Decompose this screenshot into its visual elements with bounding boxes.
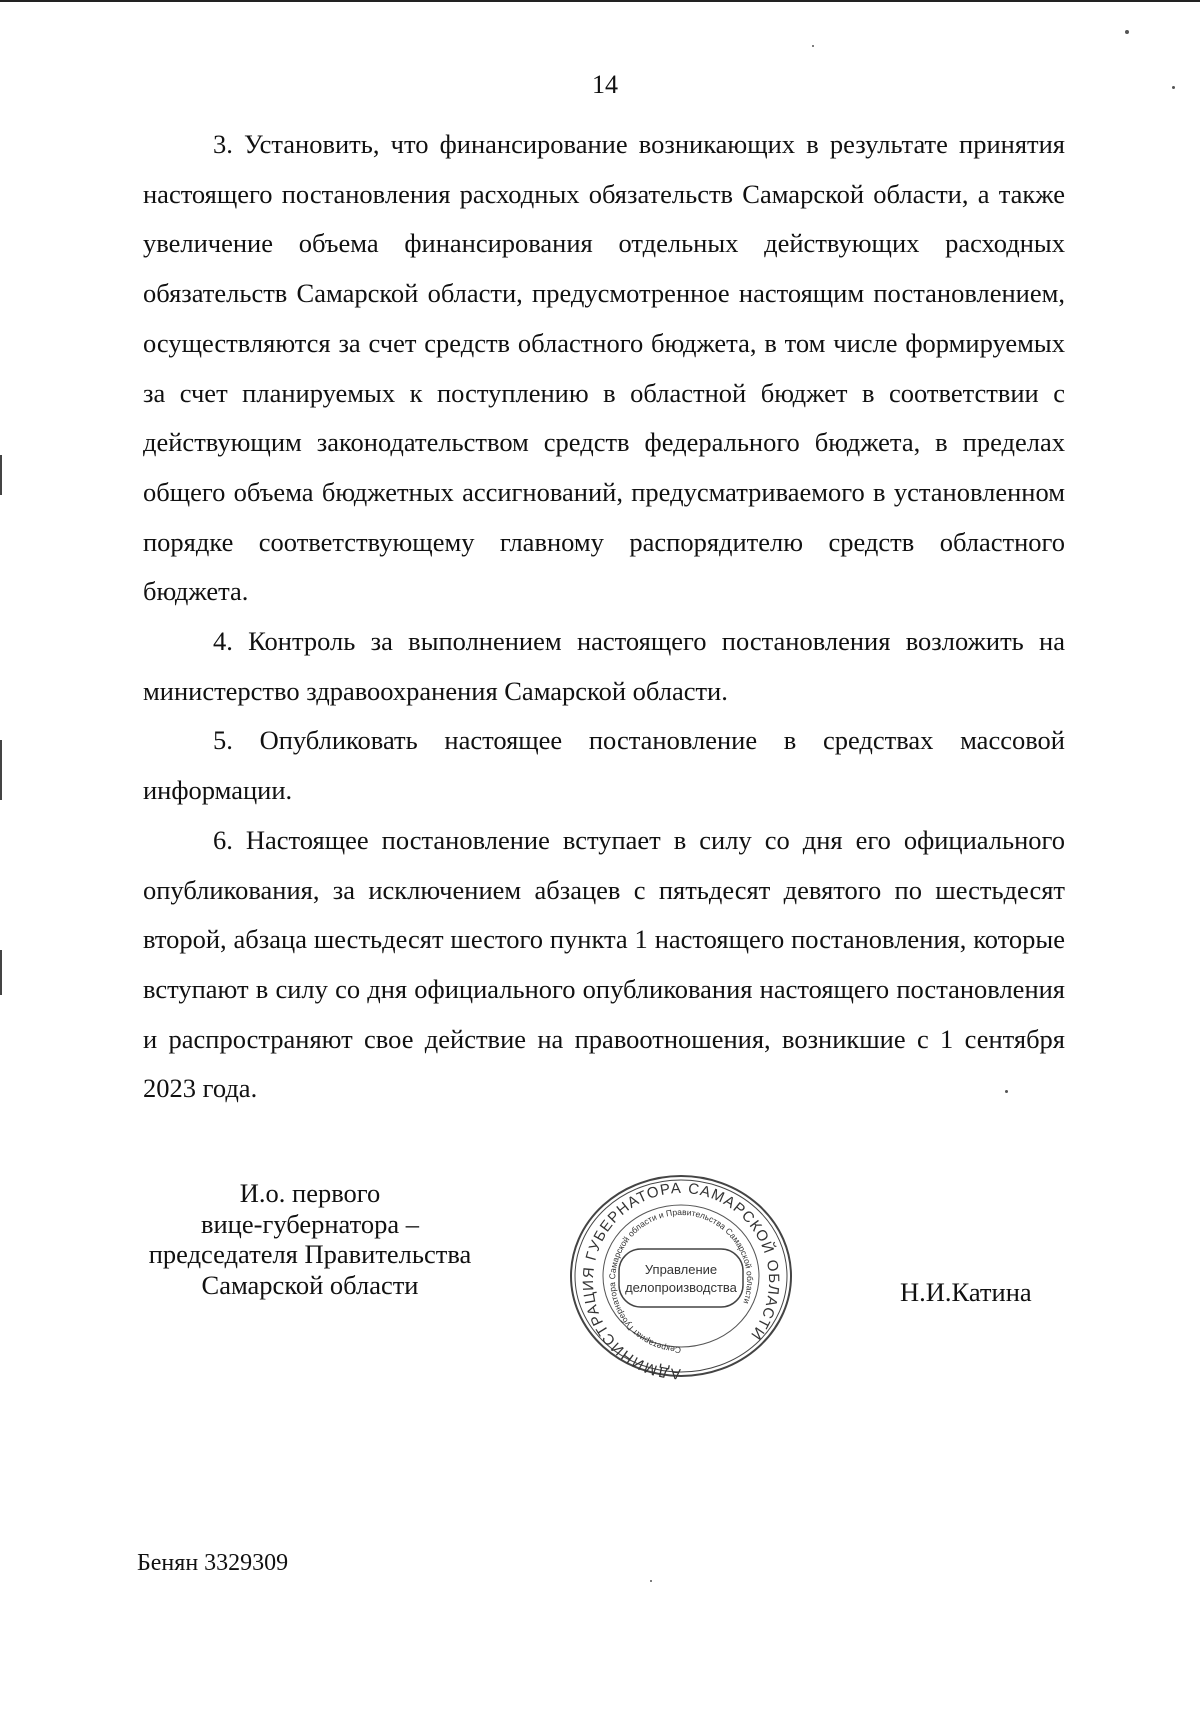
page-number: 14 — [592, 70, 618, 99]
top-border-line — [0, 0, 1200, 2]
scan-speck — [1172, 86, 1175, 89]
stamp-center-line-1: Управление — [644, 1262, 718, 1277]
signatory-title-line: вице-губернатора – — [200, 1208, 419, 1239]
stamp-center-line-2: делопроизводства — [625, 1280, 737, 1295]
signatory-title — [130, 1178, 490, 1300]
scan-speck — [650, 1580, 652, 1582]
paragraph-3-financing: 3. Установить, что финансирование возникающих в результате принятия настоящего постановления расходных обязательств Самарской области, а также увеличение объема финансирования отдельных действующих расходных обязательств Самарской области, предусмотренное настоящим постановлением, осуществляются за счет средств областного бюджета, в том числе формируемых за счет планируемых к поступлению в областной бюджет в соответствии с действующим законодательством средств федерального бюджета, в пределах общего объема бюджетных ассигнований, предусматриваемого в установленном порядке соответствующему главному распорядителю средств областного бюджета. — [143, 129, 1065, 607]
stamp-outer-text: АДМИНИСТРАЦИЯ ГУБЕРНАТОРА САМАРСКОЙ ОБЛАСТИ — [579, 1179, 783, 1381]
official-stamp — [566, 1171, 796, 1381]
paragraph-4-control: 4. Контроль за выполнением настоящего постановления возложить на министерство здравоохранения Самарской области. — [143, 626, 1065, 706]
signatory-title-line: председателя Правительства — [148, 1239, 472, 1269]
signatory-title-line: Самарской области — [201, 1269, 419, 1300]
signatory-title-line: И.о. первого — [239, 1178, 381, 1208]
executor-note: Бенян 3329309 — [137, 1550, 289, 1576]
paragraph-5-publish: 5. Опубликовать настоящее постановление в средствах массовой информации. — [143, 725, 1065, 806]
paragraph-6-effective-date: 6. Настоящее постановление вступает в силу со дня его официального опубликования, за исключением абзацев с пятьдесят девятого по шестьдесят второй, абзаца шестьдесят шестого пункта 1 настоящего постановления, которые вступают в силу со дня официального опубликования настоящего постановления и распространяют свое действие на правоотношения, возникшие с 1 сентября 2023 года. — [143, 824, 1065, 1104]
signatory-name: Н.И.Катина — [900, 1277, 1032, 1307]
scan-speck — [1125, 30, 1129, 34]
document-body — [143, 120, 1065, 1114]
scan-edge-mark — [0, 950, 2, 995]
scan-speck — [812, 45, 814, 47]
scan-speck — [1005, 1090, 1008, 1093]
scan-edge-mark — [0, 455, 2, 495]
stamp-inner-text: Секретариат Губернатора Самарской области и Правительства Самарской области — [606, 1206, 756, 1356]
scan-edge-mark — [0, 740, 2, 800]
